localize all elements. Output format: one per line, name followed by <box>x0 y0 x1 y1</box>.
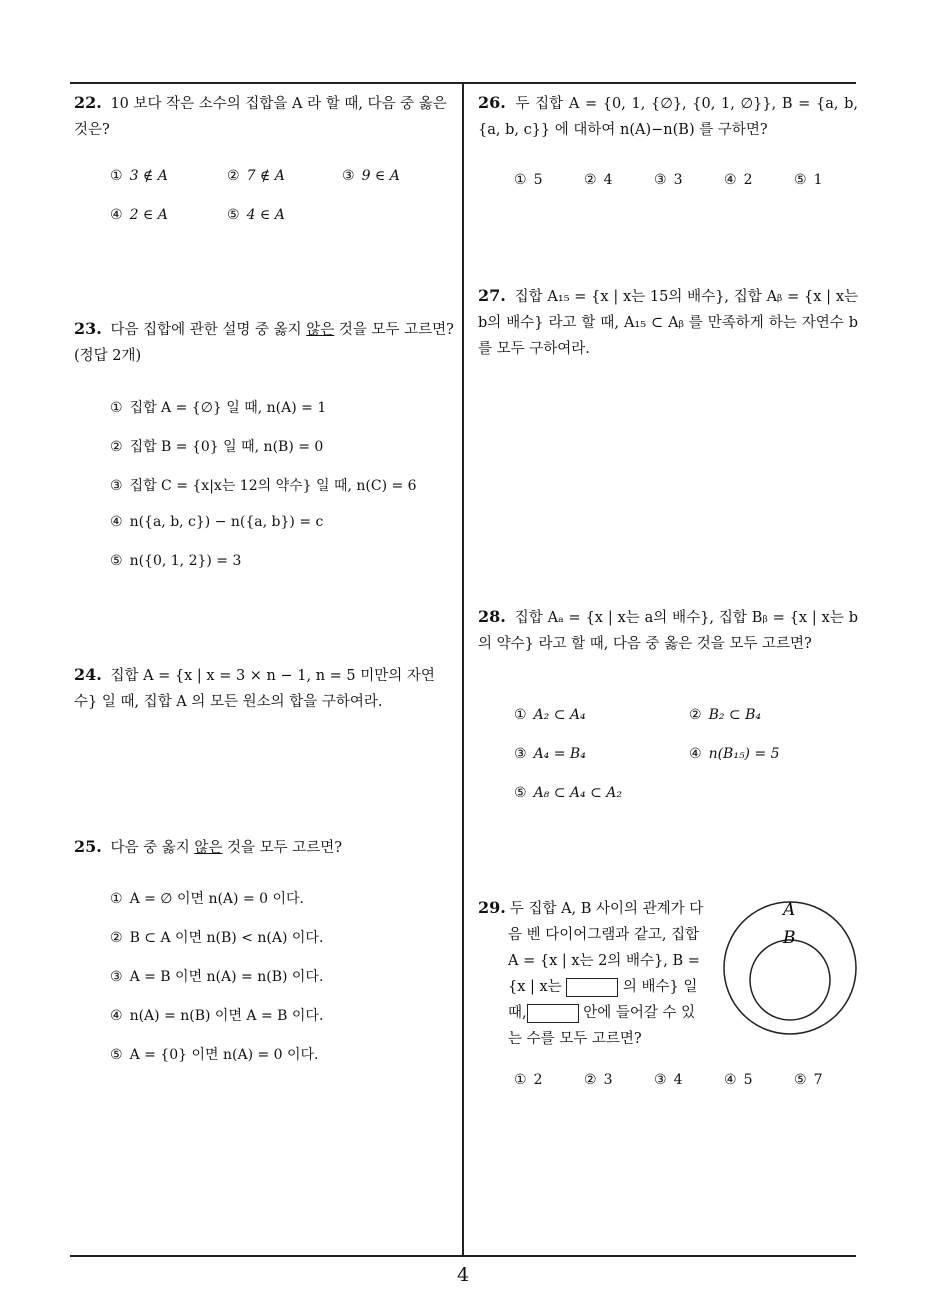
outer-set-circle <box>724 902 856 1034</box>
choice-3[interactable]: ③ 9 ∈ A <box>342 168 400 184</box>
question-25: 25. 다음 중 옳지 않은 것을 모두 고르면? <box>74 837 342 856</box>
question-stem: 10 보다 작은 소수의 집합을 A 라 할 때, 다음 중 옳은 것은? <box>74 96 447 138</box>
venn-label-b: B <box>783 928 796 948</box>
question-22 <box>74 90 454 143</box>
choice-2[interactable]: ② 집합 B = {0} 일 때, n(B) = 0 <box>110 439 324 455</box>
inner-set-circle <box>750 940 830 1020</box>
choice-1[interactable]: ① A = ∅ 이면 n(A) = 0 이다. <box>110 891 304 907</box>
choice-1[interactable]: ① 집합 A = {∅} 일 때, n(A) = 1 <box>110 400 327 416</box>
question-stem: 두 집합 A = {0, 1, {∅}, {0, 1, ∅}}, B = {a, b, {a, b, c}} 에 대하여 n(A)−n(B) 를 구하면? <box>478 96 859 138</box>
choice-2[interactable]: ② 3 <box>584 1072 613 1088</box>
question-28 <box>478 604 858 657</box>
choice-5[interactable]: ⑤ 1 <box>794 172 823 188</box>
choice-1[interactable]: ① A₂ ⊂ A₄ <box>514 707 586 723</box>
question-number: 22. <box>74 93 102 112</box>
underlined-word: 않은 <box>194 840 223 856</box>
choice-1[interactable]: ① 5 <box>514 172 543 188</box>
choice-4[interactable]: ④ n(A) = n(B) 이면 A = B 이다. <box>110 1008 324 1024</box>
choice-2[interactable]: ② B ⊂ A 이면 n(B) < n(A) 이다. <box>110 930 324 946</box>
question-number: 28. <box>478 607 506 626</box>
choice-3[interactable]: ③ 3 <box>654 172 683 188</box>
question-24 <box>74 662 458 715</box>
choice-5[interactable]: ⑤ A₈ ⊂ A₄ ⊂ A₂ <box>514 785 622 801</box>
question-number: 23. <box>74 319 102 338</box>
choice-4[interactable]: ④ 5 <box>724 1072 753 1088</box>
choice-4[interactable]: ④ 2 ∈ A <box>110 207 168 223</box>
question-27 <box>478 283 858 362</box>
question-number: 27. <box>478 286 506 305</box>
choice-5[interactable]: ⑤ 7 <box>794 1072 823 1088</box>
choice-4[interactable]: ④ n({a, b, c}) − n({a, b}) = c <box>110 514 324 530</box>
choice-3[interactable]: ③ A = B 이면 n(A) = n(B) 이다. <box>110 969 324 985</box>
page-number: 4 <box>456 1264 470 1286</box>
question-number: 25. <box>74 837 102 856</box>
choice-3[interactable]: ③ 4 <box>654 1072 683 1088</box>
question-stem: 집합 Aₐ = {x | x는 a의 배수}, 집합 Bᵦ = {x | x는 b의 약수} 라고 할 때, 다음 중 옳은 것을 모두 고르면? <box>478 610 858 652</box>
choice-3[interactable]: ③ 집합 C = {x|x는 12의 약수} 일 때, n(C) = 6 <box>110 478 417 494</box>
question-number: 24. <box>74 665 102 684</box>
question-stem: 집합 A = {x | x = 3 × n − 1, n = 5 미만의 자연수} 일 때, 집합 A 의 모든 원소의 합을 구하여라. <box>74 668 435 710</box>
underlined-word: 않은 <box>306 322 335 338</box>
column-divider <box>462 83 464 1256</box>
blank-box[interactable] <box>527 1004 579 1023</box>
choice-1[interactable]: ① 3 ∉ A <box>110 168 168 184</box>
choice-2[interactable]: ② 4 <box>584 172 613 188</box>
choice-3[interactable]: ③ A₄ = B₄ <box>514 746 586 762</box>
choice-2[interactable]: ② 7 ∉ A <box>227 168 285 184</box>
venn-diagram <box>717 895 867 1045</box>
question-number: 26. <box>478 93 506 112</box>
choice-1[interactable]: ① 2 <box>514 1072 543 1088</box>
venn-label-a: A <box>783 900 796 920</box>
choice-5[interactable]: ⑤ n({0, 1, 2}) = 3 <box>110 553 242 569</box>
choice-5[interactable]: ⑤ 4 ∈ A <box>227 207 285 223</box>
choice-2[interactable]: ② B₂ ⊂ B₄ <box>689 707 761 723</box>
question-stem: 집합 A₁₅ = {x | x는 15의 배수}, 집합 Aᵦ = {x | x는 b의 배수} 라고 할 때, A₁₅ ⊂ Aᵦ 를 만족하게 하는 자연수 b 를 모두 구하여라. <box>478 289 859 357</box>
question-number: 29. <box>478 898 506 917</box>
choice-5[interactable]: ⑤ A = {0} 이면 n(A) = 0 이다. <box>110 1047 319 1063</box>
question-23: 23. 다음 집합에 관한 설명 중 옳지 않은 것을 모두 고르면? (정답 2개) <box>74 319 454 364</box>
choice-4[interactable]: ④ n(B₁₅) = 5 <box>689 746 780 762</box>
choice-4[interactable]: ④ 2 <box>724 172 753 188</box>
blank-box[interactable] <box>566 978 618 997</box>
question-29: 29. 두 집합 A, B 사이의 관계가 다 음 벤 다이어그램과 같고, 집합 A = {x | x는 2의 배수}, B = {x | x는 의 배수} 일 때, 안에 들어갈 수 있 는 수를 모두 고르면? <box>478 898 704 1047</box>
question-26 <box>478 90 858 143</box>
